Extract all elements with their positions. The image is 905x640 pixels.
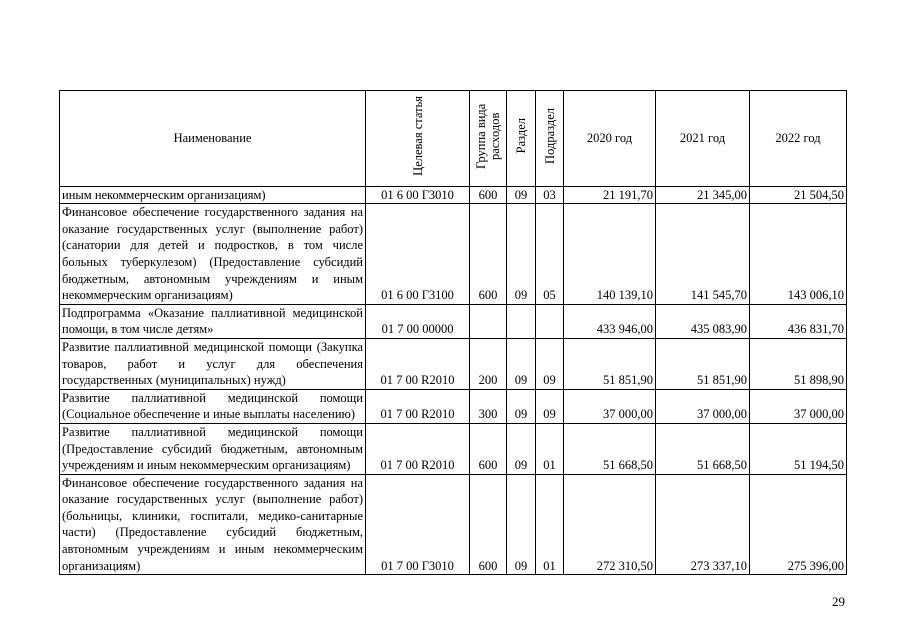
header-target: Целевая статья: [366, 91, 470, 187]
row-2020: 51 851,90: [564, 338, 656, 389]
row-target: 01 7 00 R2010: [366, 338, 470, 389]
row-subsection: 09: [536, 389, 564, 423]
row-subsection: 01: [536, 474, 564, 575]
header-2022: 2022 год: [750, 91, 847, 187]
row-target: 01 7 00 R2010: [366, 389, 470, 423]
table-row: [60, 474, 847, 575]
row-2022: 51 194,50: [750, 423, 847, 474]
row-subsection: 01: [536, 423, 564, 474]
row-group: 600: [470, 186, 507, 204]
header-2020: 2020 год: [564, 91, 656, 187]
header-subsection: Подраздел: [536, 91, 564, 187]
row-section: 09: [507, 204, 536, 305]
row-group: 600: [470, 204, 507, 305]
row-2021: 21 345,00: [656, 186, 750, 204]
row-section: 09: [507, 186, 536, 204]
row-group: 600: [470, 423, 507, 474]
row-section: 09: [507, 389, 536, 423]
row-2021: 141 545,70: [656, 204, 750, 305]
row-2020: 51 668,50: [564, 423, 656, 474]
row-2020: 140 139,10: [564, 204, 656, 305]
row-2020: 433 946,00: [564, 304, 656, 338]
row-2021: 435 083,90: [656, 304, 750, 338]
row-group: 200: [470, 338, 507, 389]
row-subsection: [536, 304, 564, 338]
row-subsection: 09: [536, 338, 564, 389]
header-section: Раздел: [507, 91, 536, 187]
row-target: 01 7 00 00000: [366, 304, 470, 338]
row-2022: 37 000,00: [750, 389, 847, 423]
table-row: [60, 304, 847, 338]
row-name: Развитие паллиативной медицинской помощи (Социальное обеспечение и иные выплаты населению): [60, 389, 366, 423]
row-2022: 275 396,00: [750, 474, 847, 575]
row-2021: 51 851,90: [656, 338, 750, 389]
row-2020: 272 310,50: [564, 474, 656, 575]
row-group: [470, 304, 507, 338]
row-section: 09: [507, 474, 536, 575]
header-2021: 2021 год: [656, 91, 750, 187]
row-section: [507, 304, 536, 338]
row-subsection: 05: [536, 204, 564, 305]
row-2022: 51 898,90: [750, 338, 847, 389]
table-row: [60, 338, 847, 389]
row-group: 300: [470, 389, 507, 423]
row-2022: 21 504,50: [750, 186, 847, 204]
table-row: [60, 423, 847, 474]
page-number: 29: [832, 594, 845, 609]
table-row: [60, 204, 847, 305]
row-2022: 436 831,70: [750, 304, 847, 338]
row-name: Развитие паллиативной медицинской помощи (Предоставление субсидий бюджетным, автономным учреждениям и иным некоммерческим организациям): [60, 423, 366, 474]
row-target: 01 6 00 Г3010: [366, 186, 470, 204]
row-2020: 37 000,00: [564, 389, 656, 423]
row-2021: 37 000,00: [656, 389, 750, 423]
row-group: 600: [470, 474, 507, 575]
row-target: 01 7 00 R2010: [366, 423, 470, 474]
table-row: [60, 389, 847, 423]
row-name: иным некоммерческим организациям): [60, 186, 366, 204]
row-2021: 273 337,10: [656, 474, 750, 575]
row-name: Развитие паллиативной медицинской помощи (Закупка товаров, работ и услуг для обеспечения государственных (муниципальных) нужд): [60, 338, 366, 389]
header-name: Наименование: [60, 91, 366, 187]
row-section: 09: [507, 338, 536, 389]
row-subsection: 03: [536, 186, 564, 204]
row-2020: 21 191,70: [564, 186, 656, 204]
row-name: Финансовое обеспечение государственного задания на оказание государственных услуг (выполнение работ) (санатории для детей и подростков, в том числе больных туберкулезом) (Предоставление субсидий бюджетным, автономным учреждениям и иным некоммерческим организациям): [60, 204, 366, 305]
row-target: 01 6 00 Г3100: [366, 204, 470, 305]
row-name: Подпрограмма «Оказание паллиативной медицинской помощи, в том числе детям»: [60, 304, 366, 338]
row-2022: 143 006,10: [750, 204, 847, 305]
row-target: 01 7 00 Г3010: [366, 474, 470, 575]
header-group: Группа вида расходов: [470, 91, 507, 187]
row-name: Финансовое обеспечение государственного задания на оказание государственных услуг (выполнение работ) (больницы, клиники, госпитали, медико-санитарные части) (Предоставление субсидий бюджетным, автономным учреждениям и иным некоммерческим организациям): [60, 474, 366, 575]
header-row: [60, 91, 847, 187]
table-row: [60, 186, 847, 204]
budget-table: [59, 90, 847, 575]
row-section: 09: [507, 423, 536, 474]
row-2021: 51 668,50: [656, 423, 750, 474]
